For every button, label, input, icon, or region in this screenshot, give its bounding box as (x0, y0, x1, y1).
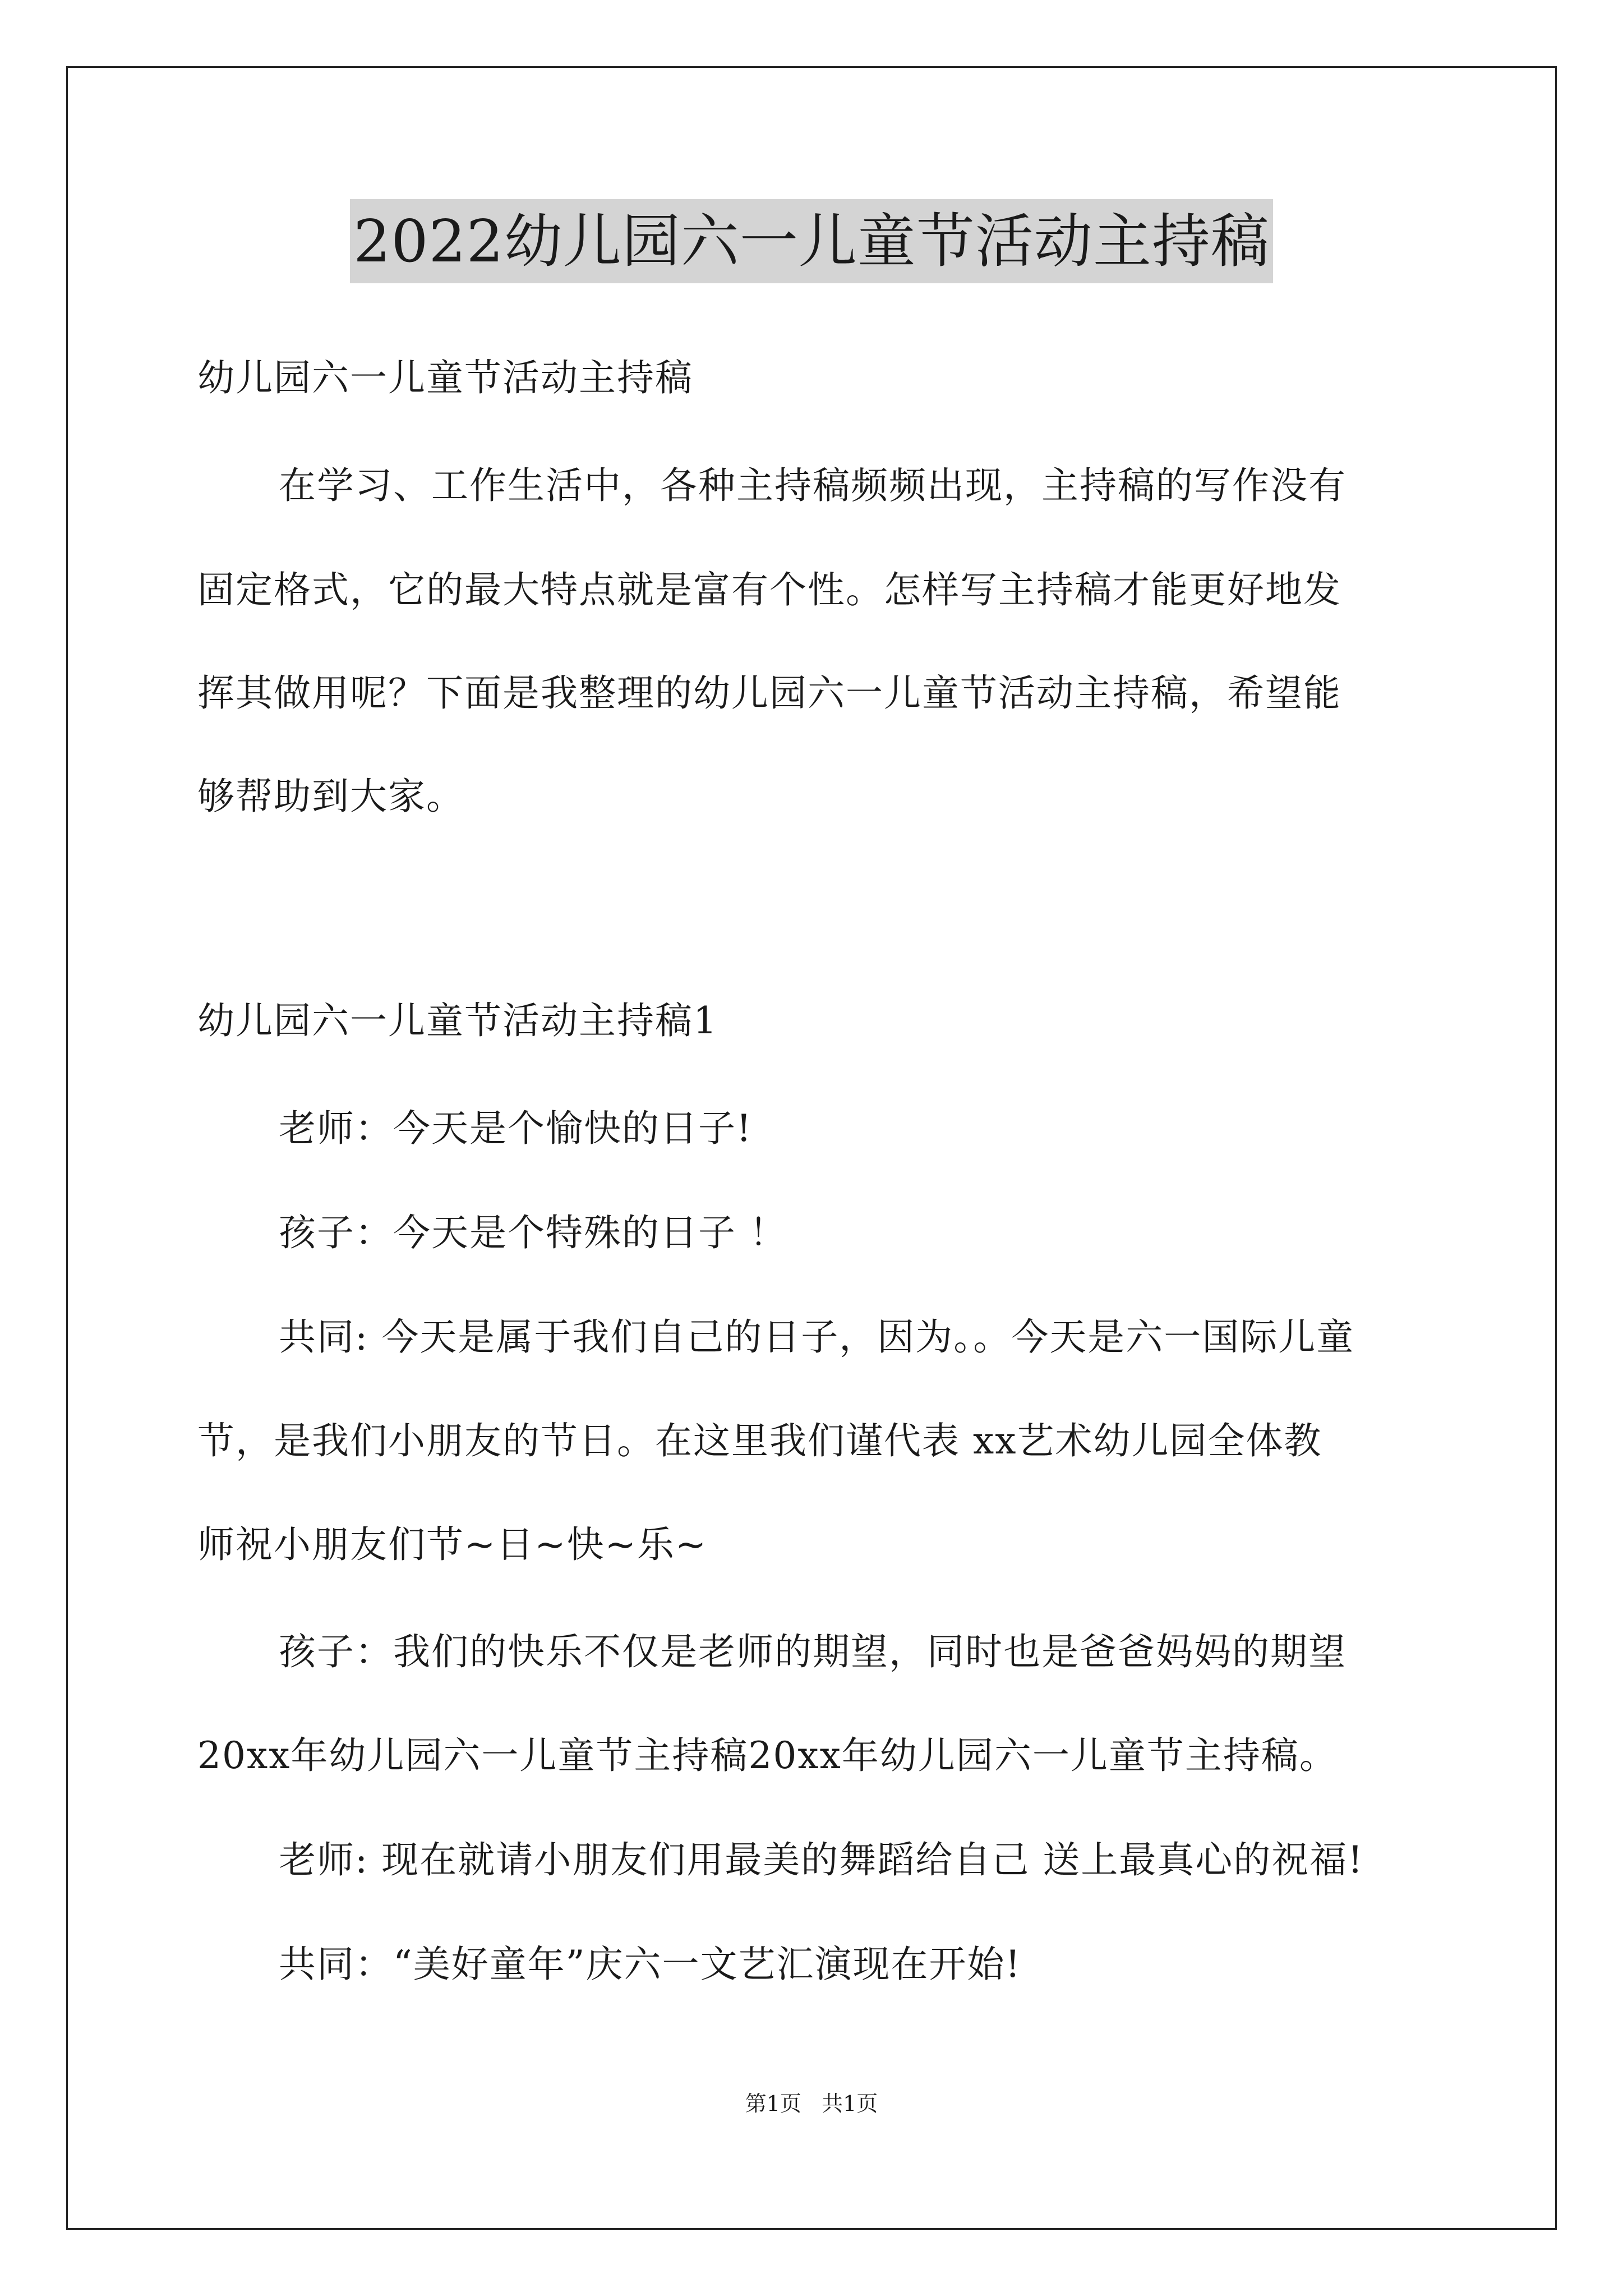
subtitle-line: 幼儿园六一儿童节活动主持稿 (197, 356, 693, 399)
dialogue-line: 老师: 现在就请小朋友们用最美的舞蹈给自己 送上最真心的祝福! (279, 1838, 1364, 1881)
page-footer: 第1页 共1页 (745, 2091, 878, 2116)
dialogue-line: 共同: 今天是属于我们自己的日子，因为。。今天是六一国际儿童 (279, 1315, 1355, 1359)
dialogue-line: 孩子：我们的快乐不仅是老师的期望，同时也是爸爸妈妈的期望 (279, 1630, 1347, 1673)
title-container (0, 199, 1623, 283)
dialogue-line: 孩子：今天是个特殊的日子 ！ (279, 1211, 787, 1254)
section-heading: 幼儿园六一儿童节活动主持稿1 (197, 999, 718, 1042)
paragraph-line: 挥其做用呢？下面是我整理的幼儿园六一儿童节活动主持稿，希望能 (197, 671, 1341, 715)
dialogue-line: 共同：“美好童年”庆六一文艺汇演现在开始! (279, 1943, 1022, 1986)
paragraph-line: 够帮助到大家。 (197, 775, 464, 818)
paragraph-line: 固定格式，它的最大特点就是富有个性。怎样写主持稿才能更好地发 (197, 568, 1341, 611)
dialogue-line: 师祝小朋友们节~日~快~乐~ (197, 1523, 708, 1566)
dialogue-line: 节，是我们小朋友的节日。在这里我们谨代表 xx艺术幼儿园全体教 (197, 1419, 1322, 1462)
dialogue-line: 老师：今天是个愉快的日子! (279, 1107, 753, 1150)
dialogue-line: 20xx年幼儿园六一儿童节主持稿20xx年幼儿园六一儿童节主持稿。 (197, 1734, 1338, 1777)
document-title: 2022幼儿园六一儿童节活动主持稿 (350, 199, 1273, 283)
paragraph-line: 在学习、工作生活中，各种主持稿频频出现，主持稿的写作没有 (279, 464, 1347, 507)
